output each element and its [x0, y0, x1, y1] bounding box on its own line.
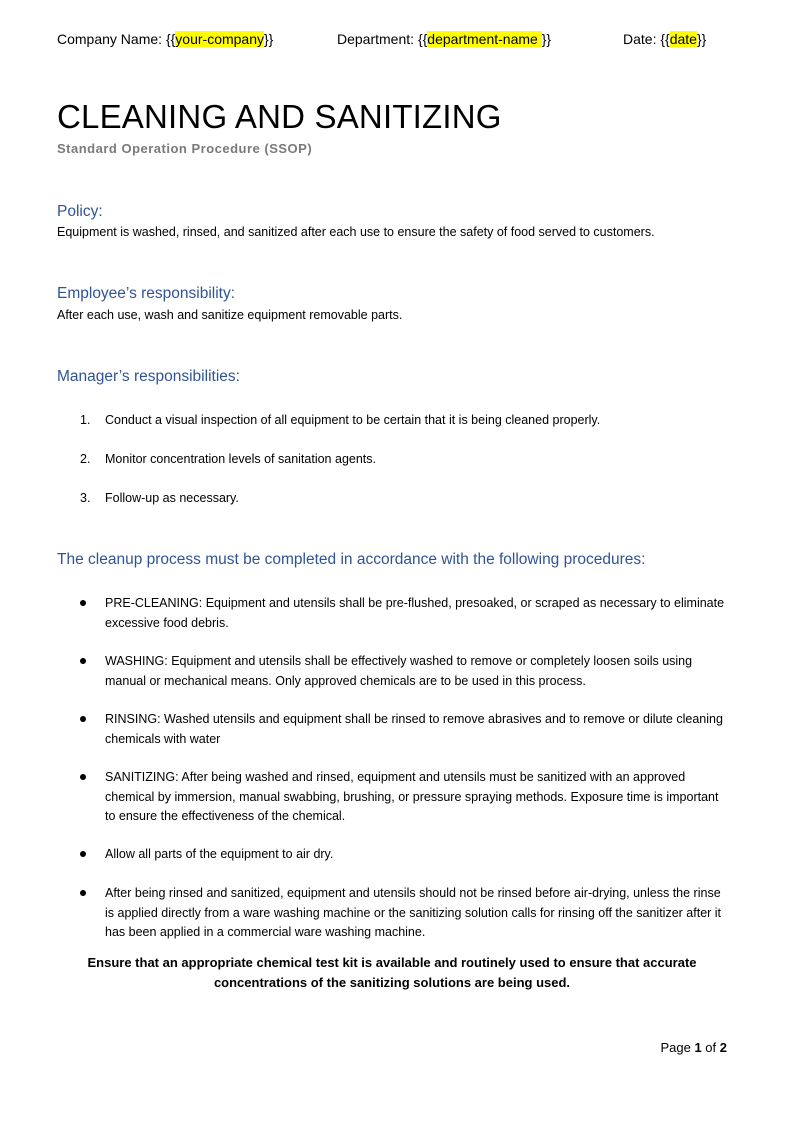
list-item: WASHING: Equipment and utensils shall be effectively washed to remove or completely loosen soils using manual or mechanical means. Only approved chemicals are to be used in this process.	[105, 654, 693, 688]
list-item: Allow all parts of the equipment to air dry.	[105, 847, 334, 861]
company-name-label: Company Name:	[57, 31, 166, 47]
brace-close: }}	[264, 31, 274, 47]
brace-close: }}	[541, 31, 552, 47]
page-current: 1	[694, 1040, 702, 1055]
policy-heading: Policy:	[57, 203, 103, 220]
procedures-heading: The cleanup process must be completed in accordance with the following procedures:	[57, 551, 646, 568]
brace-open: {{	[660, 31, 670, 47]
list-item: PRE-CLEANING: Equipment and utensils shall be pre-flushed, presoaked, or scraped as necessary to eliminate excessive food debris.	[105, 596, 725, 630]
list-item: Monitor concentration levels of sanitation agents.	[105, 452, 376, 466]
department-field	[337, 30, 551, 48]
company-name-placeholder[interactable]: your-company	[175, 31, 264, 47]
list-item: After being rinsed and sanitized, equipment and utensils should not be rinsed before air-drying, unless the rinse is applied directly from a ware washing machine or the sanitizing solution calls for rinsing off the sanitizer after it has been applied in a commercial ware washing machine.	[105, 886, 722, 939]
brace-open: {{	[165, 31, 176, 47]
page-of-label: of	[701, 1040, 720, 1055]
list-item: SANITIZING: After being washed and rinsed, equipment and utensils must be sanitized with an approved chemical by immersion, manual swabbing, brushing, or pressure spraying methods. Exposure time is important to ensure the effectiveness of the chemical.	[105, 770, 719, 823]
page-total: 2	[719, 1040, 727, 1055]
list-marker: 1.	[80, 413, 91, 427]
bullet-icon	[80, 600, 86, 606]
department-label: Department:	[337, 31, 418, 47]
manager-heading: Manager’s responsibilities:	[57, 368, 240, 385]
list-item: Conduct a visual inspection of all equipment to be certain that it is being cleaned properly.	[105, 413, 601, 427]
closing-statement: Ensure that an appropriate chemical test kit is available and routinely used to ensure that accurate concentrations of the sanitizing solutions are being used.	[87, 955, 697, 990]
bullet-icon	[80, 716, 86, 722]
department-name-placeholder[interactable]: department-name	[427, 31, 542, 47]
brace-close: }}	[696, 31, 707, 47]
bullet-icon	[80, 774, 86, 780]
date-placeholder[interactable]: date	[669, 31, 697, 47]
list-marker: 2.	[80, 452, 91, 466]
policy-text: Equipment is washed, rinsed, and sanitized after each use to ensure the safety of food served to customers.	[57, 225, 655, 239]
list-item: Follow-up as necessary.	[105, 491, 239, 505]
employee-heading: Employee’s responsibility:	[57, 285, 236, 302]
document-subtitle: Standard Operation Procedure (SSOP)	[57, 141, 313, 156]
page-number	[600, 1039, 727, 1056]
company-name-field	[57, 30, 273, 48]
page-label: Page	[660, 1040, 695, 1055]
bullet-icon	[80, 890, 86, 896]
list-item: RINSING: Washed utensils and equipment shall be rinsed to remove abrasives and to remove or dilute cleaning chemicals with water	[105, 712, 723, 746]
date-field	[623, 30, 706, 48]
list-marker: 3.	[80, 491, 91, 505]
document-title: CLEANING AND SANITIZING	[57, 98, 502, 135]
bullet-icon	[80, 851, 86, 857]
employee-text: After each use, wash and sanitize equipment removable parts.	[57, 308, 403, 322]
bullet-icon	[80, 658, 86, 664]
date-label: Date:	[623, 31, 661, 47]
brace-open: {{	[417, 31, 428, 47]
